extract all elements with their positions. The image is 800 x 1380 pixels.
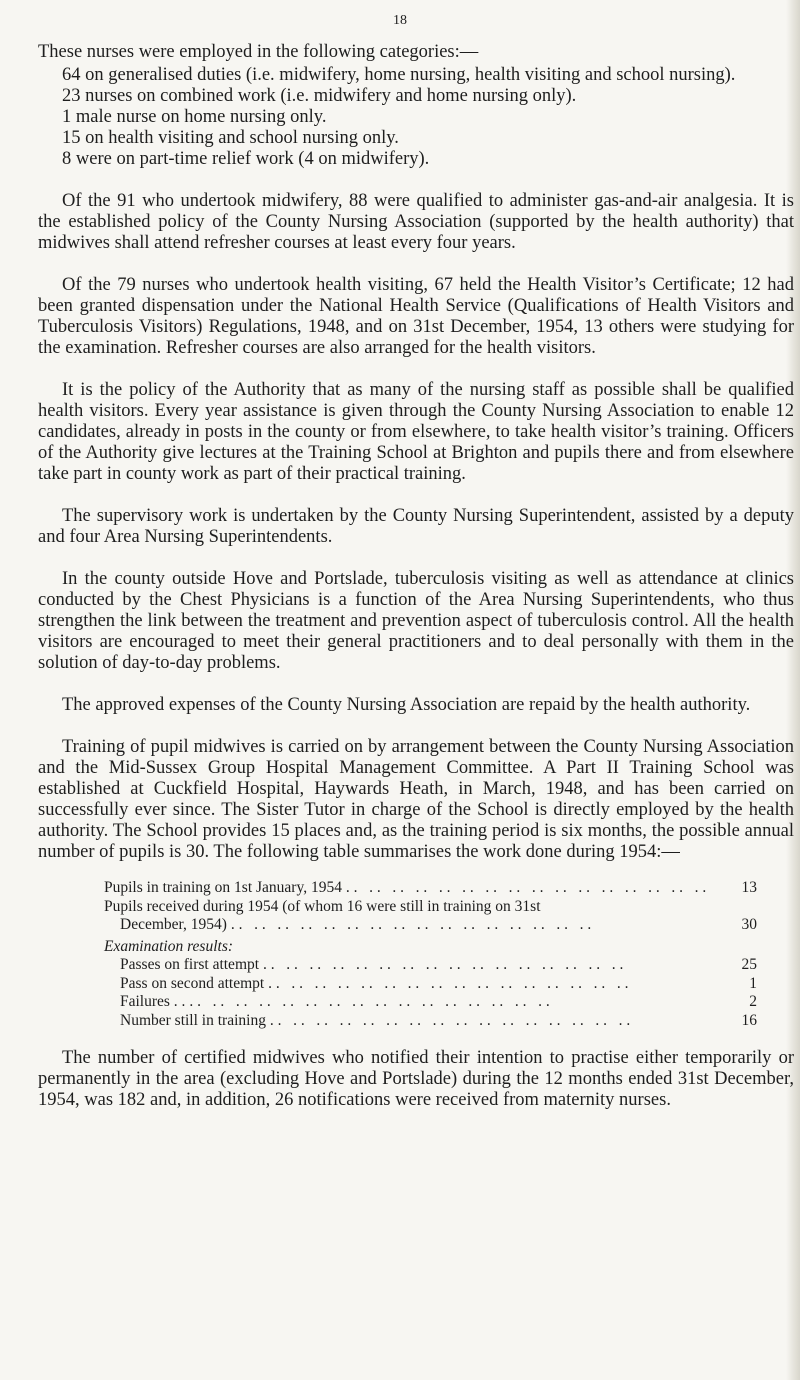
- table-row: [104, 1012, 757, 1031]
- paragraph-health-visiting: Of the 79 nurses who undertook health visiting, 67 held the Health Visitor’s Certificate; 12 had been granted dispensation under the National Health Service (Qualifications of Health Visitors and Tuberculosis Visitors) Regulations, 1948, and on 31st December, 1954, 13 others were studying for the examination. Refresher courses are also arranged for the health visitors.: [38, 275, 794, 358]
- table-row-label: Passes on first attempt . .: [120, 956, 733, 975]
- table-row-label-continued: December, 1954) . .: [120, 916, 733, 935]
- table-row-value: 1: [749, 974, 757, 992]
- table-row-label: Failures . . . .: [120, 993, 733, 1012]
- paragraph-midwifery: Of the 91 who undertook midwifery, 88 were qualified to administer gas-and-air analgesia. It is the established policy of the County Nursing Association (supported by the health authority) that midwives shall attend refresher courses at least every four years.: [38, 191, 794, 253]
- table-row: [104, 975, 757, 994]
- category-item: 64 on generalised duties (i.e. midwifery, home nursing, health visiting and school nursing).: [62, 65, 736, 85]
- table-row-value: 13: [741, 879, 757, 896]
- page-number: 18: [393, 13, 407, 28]
- table-row-value: 16: [741, 1011, 757, 1029]
- table-row: [104, 993, 757, 1012]
- category-item: 15 on health visiting and school nursing only.: [62, 128, 399, 148]
- table-row-label: Number still in training . .: [120, 1012, 733, 1031]
- paragraph-certified-midwives: The number of certified midwives who notified their intention to practise either temporarily or permanently in the area (excluding Hove and Portslade) during the 12 months ended 31st December, 1954, was 182 and, in addition, 26 notifications were received from maternity nurses.: [38, 1048, 794, 1110]
- table-row-label: Pass on second attempt . .: [120, 975, 733, 994]
- table-row-value: 30: [741, 916, 757, 933]
- category-item: 23 nurses on combined work (i.e. midwifery and home nursing only).: [62, 86, 577, 106]
- paragraph-policy: It is the policy of the Authority that as many of the nursing staff as possible shall be qualified health visitors. Every year assistance is given through the County Nursing Association to enable 12 candidates, already in posts in the county or from elsewhere, to take health visitor’s training. Officers of the Authority give lectures at the Training School at Brighton and pupils there and from elsewhere take part in county work as part of their practical training.: [38, 380, 794, 484]
- paragraph-training: Training of pupil midwives is carried on by arrangement between the County Nursing Association and the Mid-Sussex Group Hospital Management Committee. A Part II Training School was established at Cuckfield Hospital, Haywards Heath, in March, 1948, and has been carried on successfully ever since. The Sister Tutor in charge of the School is directly employed by the health authority. The School provides 15 places and, as the training period is six months, the possible annual number of pupils is 30. The following table summarises the work done during 1954:—: [38, 737, 794, 862]
- paragraph-tuberculosis: In the county outside Hove and Portslade, tuberculosis visiting as well as attendance at clinics conducted by the Chest Physicians is a function of the Area Nursing Superintendents, who thus strengthen the link between the treatment and prevention aspect of tuberculosis control. All the health visitors are encouraged to meet their general practitioners and to deal personally with them in the solution of day-to-day problems.: [38, 569, 794, 673]
- intro-text: These nurses were employed in the following categories:—: [38, 42, 479, 62]
- table-row-value: 2: [749, 993, 757, 1010]
- table-row-value: 25: [741, 956, 757, 973]
- paragraph-expenses: The approved expenses of the County Nursing Association are repaid by the health authority.: [62, 695, 751, 715]
- table-row: [104, 956, 757, 975]
- category-item: 8 were on part-time relief work (4 on midwifery).: [62, 149, 430, 169]
- table-row: [104, 898, 757, 935]
- table-row-label: Pupils in training on 1st January, 1954 . .: [104, 879, 733, 898]
- category-item: 1 male nurse on home nursing only.: [62, 107, 327, 127]
- table-row: [104, 879, 757, 898]
- paragraph-supervisory: The supervisory work is undertaken by the County Nursing Superintendent, assisted by a deputy and four Area Nursing Superintendents.: [38, 506, 794, 547]
- document-body: [38, 42, 794, 1111]
- table-row-label: Pupils received during 1954 (of whom 16 were still in training on 31st: [104, 897, 541, 915]
- table-subheading: Examination results:: [104, 937, 234, 955]
- training-summary-table: [104, 879, 757, 1030]
